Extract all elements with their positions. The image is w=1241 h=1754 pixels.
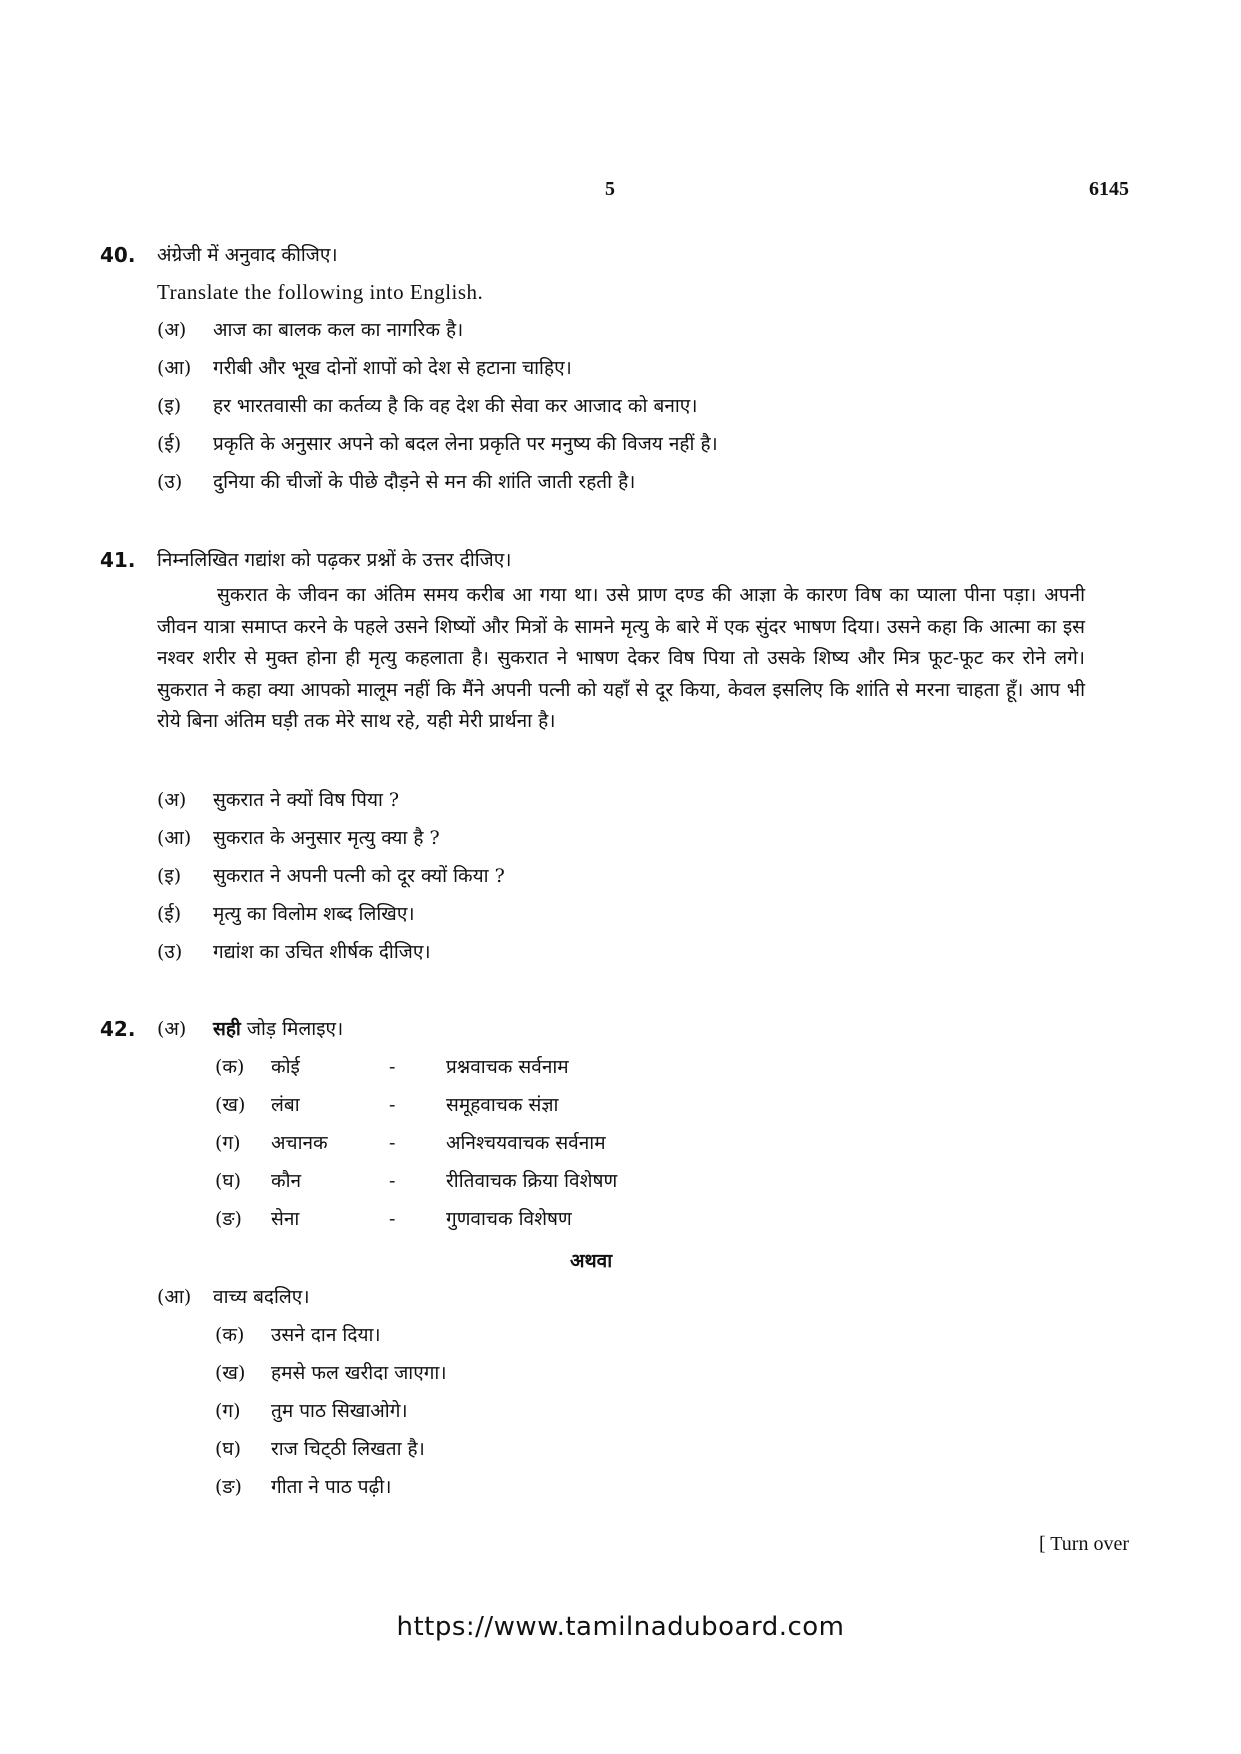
match-dash: -	[389, 1170, 396, 1192]
item-text: गद्यांश का उचित शीर्षक दीजिए।	[213, 941, 431, 963]
item-label: (अ)	[157, 789, 187, 811]
q40-item	[157, 316, 463, 342]
item-text: सुकरात ने अपनी पत्नी को दूर क्यों किया ?	[213, 865, 505, 887]
q42-part-b-heading	[157, 1283, 310, 1309]
item-label: (ख)	[215, 1362, 246, 1384]
item-label: (आ)	[157, 827, 192, 849]
item-label: (इ)	[157, 395, 182, 417]
question-number-42: 42.	[100, 1017, 136, 1041]
page-number: 5	[605, 178, 615, 200]
q41-item	[157, 824, 440, 850]
match-row	[215, 1205, 572, 1231]
match-word: लंबा	[271, 1094, 300, 1116]
q42-part-a-heading	[157, 1015, 343, 1041]
website-url: https://www.tamilnaduboard.com	[396, 1612, 845, 1642]
voice-item	[215, 1397, 408, 1423]
match-label: (ख)	[215, 1094, 246, 1116]
item-text: मृत्यु का विलोम शब्द लिखिए।	[213, 903, 415, 925]
item-label: (ई)	[157, 903, 182, 925]
part-label: (आ)	[157, 1286, 192, 1308]
match-row	[215, 1129, 606, 1155]
item-label: (ग)	[215, 1400, 241, 1422]
item-text: तुम पाठ सिखाओगे।	[271, 1400, 408, 1422]
match-row	[215, 1091, 558, 1117]
q40-item	[157, 468, 635, 494]
part-label: (अ)	[157, 1018, 187, 1040]
q40-instruction-english: Translate the following into English.	[157, 280, 484, 304]
match-word: कोई	[271, 1056, 300, 1078]
voice-item	[215, 1435, 425, 1461]
item-label: (ङ)	[215, 1476, 242, 1498]
item-label: (उ)	[157, 471, 183, 493]
match-option: समूहवाचक संज्ञा	[446, 1094, 559, 1116]
item-text: सुकरात के अनुसार मृत्यु क्या है ?	[213, 827, 440, 849]
item-text: हमसे फल खरीदा जाएगा।	[271, 1362, 447, 1384]
voice-item	[215, 1359, 447, 1385]
match-label: (घ)	[215, 1170, 242, 1192]
instruction-rest: जोड़ मिलाइए।	[240, 1018, 344, 1040]
match-row	[215, 1167, 617, 1193]
match-word: सेना	[271, 1208, 300, 1230]
q40-item	[157, 430, 718, 456]
match-label: (ङ)	[215, 1208, 242, 1230]
q40-item	[157, 354, 572, 380]
paper-code: 6145	[1089, 178, 1129, 200]
match-label: (क)	[215, 1056, 245, 1078]
item-text: उसने दान दिया।	[271, 1324, 381, 1346]
q40-item	[157, 392, 698, 418]
instruction-bold: सही	[213, 1018, 241, 1040]
item-text: गरीबी और भूख दोनों शापों को देश से हटाना चाहिए।	[213, 357, 572, 379]
item-label: (ई)	[157, 433, 182, 455]
match-word: कौन	[271, 1170, 302, 1192]
match-option: गुणवाचक विशेषण	[446, 1208, 572, 1230]
q41-instruction: निम्नलिखित गद्यांश को पढ़कर प्रश्नों के उत्तर दीजिए।	[157, 549, 512, 571]
match-dash: -	[389, 1132, 396, 1154]
instruction-text: वाच्य बदलिए।	[213, 1286, 310, 1308]
voice-item	[215, 1473, 391, 1499]
match-dash: -	[389, 1208, 396, 1230]
q41-item	[157, 900, 415, 926]
question-number-40: 40.	[100, 243, 136, 267]
item-label: (क)	[215, 1324, 245, 1346]
question-number-41: 41.	[100, 548, 136, 572]
or-separator: अथवा	[570, 1250, 613, 1272]
item-label: (अ)	[157, 319, 187, 341]
match-option: रीतिवाचक क्रिया विशेषण	[446, 1170, 618, 1192]
q40-instruction-hindi: अंग्रेजी में अनुवाद कीजिए।	[157, 244, 338, 266]
item-text: दुनिया की चीजों के पीछे दौड़ने से मन की शांति जाती रहती है।	[213, 471, 636, 493]
match-option: प्रश्नवाचक सर्वनाम	[446, 1056, 569, 1078]
match-option: अनिश्चयवाचक सर्वनाम	[446, 1132, 606, 1154]
match-label: (ग)	[215, 1132, 241, 1154]
item-label: (आ)	[157, 357, 192, 379]
item-text: प्रकृति के अनुसार अपने को बदल लेना प्रकृति पर मनुष्य की विजय नहीं है।	[213, 433, 718, 455]
item-text: आज का बालक कल का नागरिक है।	[213, 319, 464, 341]
item-text: राज चिट्‌ठी लिखता है।	[271, 1438, 425, 1460]
turn-over-note: [ Turn over	[1038, 1533, 1129, 1555]
item-label: (घ)	[215, 1438, 242, 1460]
voice-item	[215, 1321, 381, 1347]
q41-item	[157, 786, 399, 812]
q41-item	[157, 862, 505, 888]
match-dash: -	[389, 1094, 396, 1116]
item-label: (इ)	[157, 865, 182, 887]
match-row	[215, 1053, 569, 1079]
q41-passage: सुकरात के जीवन का अंतिम समय करीब आ गया था। उसे प्राण दण्ड की आज्ञा के कारण विष का प्याला पीना पड़ा। अपनी जीवन यात्रा समाप्त करने के पहले उसने शिष्यों और मित्रों के सामने मृत्यु के बारे में एक सुंदर भाषण दिया। उसने कहा कि आत्मा का इस नश्वर शरीर से मुक्त होना ही मृत्यु कहलाता है। सुकरात ने भाषण देकर विष पिया तो उसके शिष्य और मित्र फूट-फूट कर रोने लगे। सुकरात ने कहा क्या आपको मालूम नहीं कि मैंने अपनी पत्नी को यहाँ से दूर किया, केवल इसलिए कि शांति से मरना चाहता हूँ। आप भी रोये बिना अंतिम घड़ी तक मेरे साथ रहे, यही मेरी प्रार्थना है।	[157, 584, 1085, 732]
item-text: हर भारतवासी का कर्तव्य है कि वह देश की सेवा कर आजाद को बनाए।	[213, 395, 698, 417]
match-word: अचानक	[271, 1132, 328, 1154]
q41-item	[157, 938, 431, 964]
item-text: सुकरात ने क्यों विष पिया ?	[213, 789, 400, 811]
item-label: (उ)	[157, 941, 183, 963]
match-dash: -	[389, 1056, 396, 1078]
item-text: गीता ने पाठ पढ़ी।	[271, 1476, 392, 1498]
